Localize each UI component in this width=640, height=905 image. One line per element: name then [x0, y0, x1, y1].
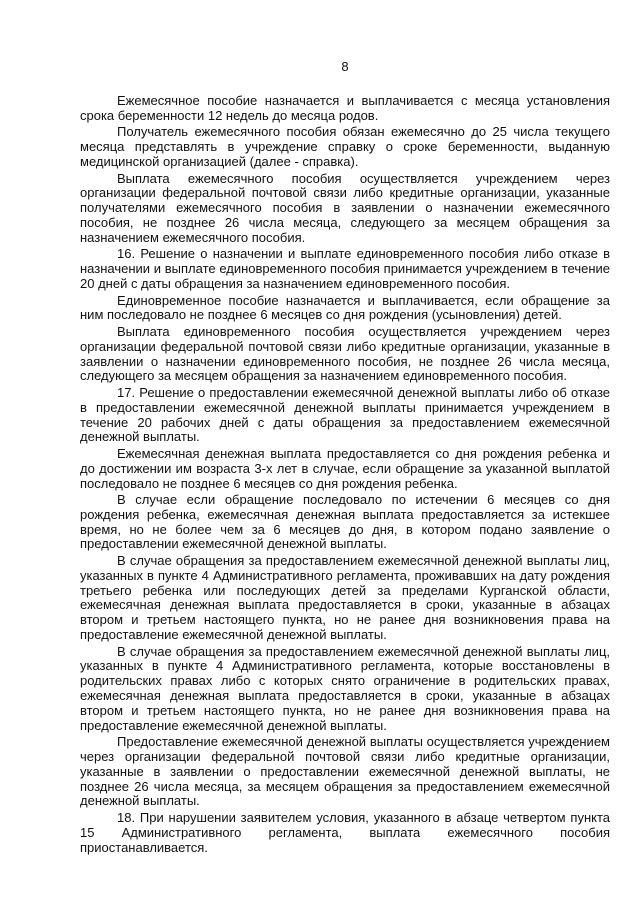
- page-number: 8: [341, 59, 349, 74]
- paragraph: 18. При нарушении заявителем условия, указанного в абзаце четвертом пункта 15 Административного регламента, выплата ежемесячного пособия приостанавливается.: [80, 810, 610, 855]
- paragraph: Выплата единовременного пособия осуществляется учреждением через организации федеральной почтовой связи либо кредитные организации, указанные в заявлении о назначении единовременного пособия, не позднее 26 числа месяца, следующего за месяцем обращения за назначением единовременного пособия.: [80, 323, 610, 384]
- paragraph: Выплата ежемесячного пособия осуществляется учреждением через организации федеральной почтовой связи либо кредитные организации, указанные получателями ежемесячного пособия в заявлении о назначении ежемесячного пособия, не позднее 26 числа месяца, следующего за месяцем обращения за назначением ежемесячного пособия.: [80, 170, 610, 245]
- paragraph: Ежемесячное пособие назначается и выплачивается с месяца установления срока беременности 12 недель до месяца родов.: [80, 93, 610, 123]
- paragraph: В случае если обращение последовало по истечении 6 месяцев со дня рождения ребенка, ежемесячная денежная выплата предоставляется за истекшее время, но не более чем за 6 месяцев до дня, в котором подано заявление о предоставлении ежемесячной денежной выплаты.: [80, 492, 610, 552]
- paragraph: 16. Решение о назначении и выплате единовременного пособия либо отказе в назначении и выплате единовременного пособия принимается учреждением в течение 20 дней с даты обращения за назначением единовременного пособия.: [80, 246, 610, 291]
- paragraph: 17. Решение о предоставлении ежемесячной денежной выплаты либо об отказе в предоставлении ежемесячной денежной выплаты принимается учреждением в течение 20 рабочих дней с даты обращения за предоставлением ежемесячной денежной выплаты.: [80, 384, 610, 445]
- paragraph: Получатель ежемесячного пособия обязан ежемесячно до 25 числа текущего месяца представлять в учреждение справку о сроке беременности, выданную медицинской организацией (далее - справка).: [80, 124, 610, 169]
- paragraph: В случае обращения за предоставлением ежемесячной денежной выплаты лиц, указанных в пункте 4 Административного регламента, которые восстановлены в родительских правах либо с которых снято ограничение в родительских правах, ежемесячная денежная выплата предоставляется в сроки, указанные в абзацах втором и третьем настоящего пункта, но не ранее дня возникновения права на предоставление ежемесячной денежной выплаты.: [80, 643, 610, 733]
- paragraph: В случае обращения за предоставлением ежемесячной денежной выплаты лиц, указанных в пункте 4 Административного регламента, проживавших на дату рождения третьего ребенка или последующих детей за пределами Курганской области, ежемесячная денежная выплата предоставляется в сроки, указанные в абзацах втором и третьем настоящего пункта, но не ранее дня возникновения права на предоставление ежемесячной денежной выплаты.: [80, 553, 610, 643]
- document-body: [80, 94, 610, 855]
- paragraph: Предоставление ежемесячной денежной выплаты осуществляется учреждением через организации федеральной почтовой связи либо кредитные организации, указанные в заявлении о предоставлении ежемесячной денежной выплаты, не позднее 26 числа месяца, за месяцем обращения за предоставлением ежемесячной денежной выплаты.: [80, 734, 610, 809]
- paragraph: Единовременное пособие назначается и выплачивается, если обращение за ним последовало не позднее 6 месяцев со дня рождения (усыновления) детей.: [80, 292, 610, 323]
- paragraph: Ежемесячная денежная выплата предоставляется со дня рождения ребенка и до достижении им возраста 3-х лет в случае, если обращение за указанной выплатой последовало не позднее 6 месяцев со дня рождения ребенка.: [80, 445, 610, 491]
